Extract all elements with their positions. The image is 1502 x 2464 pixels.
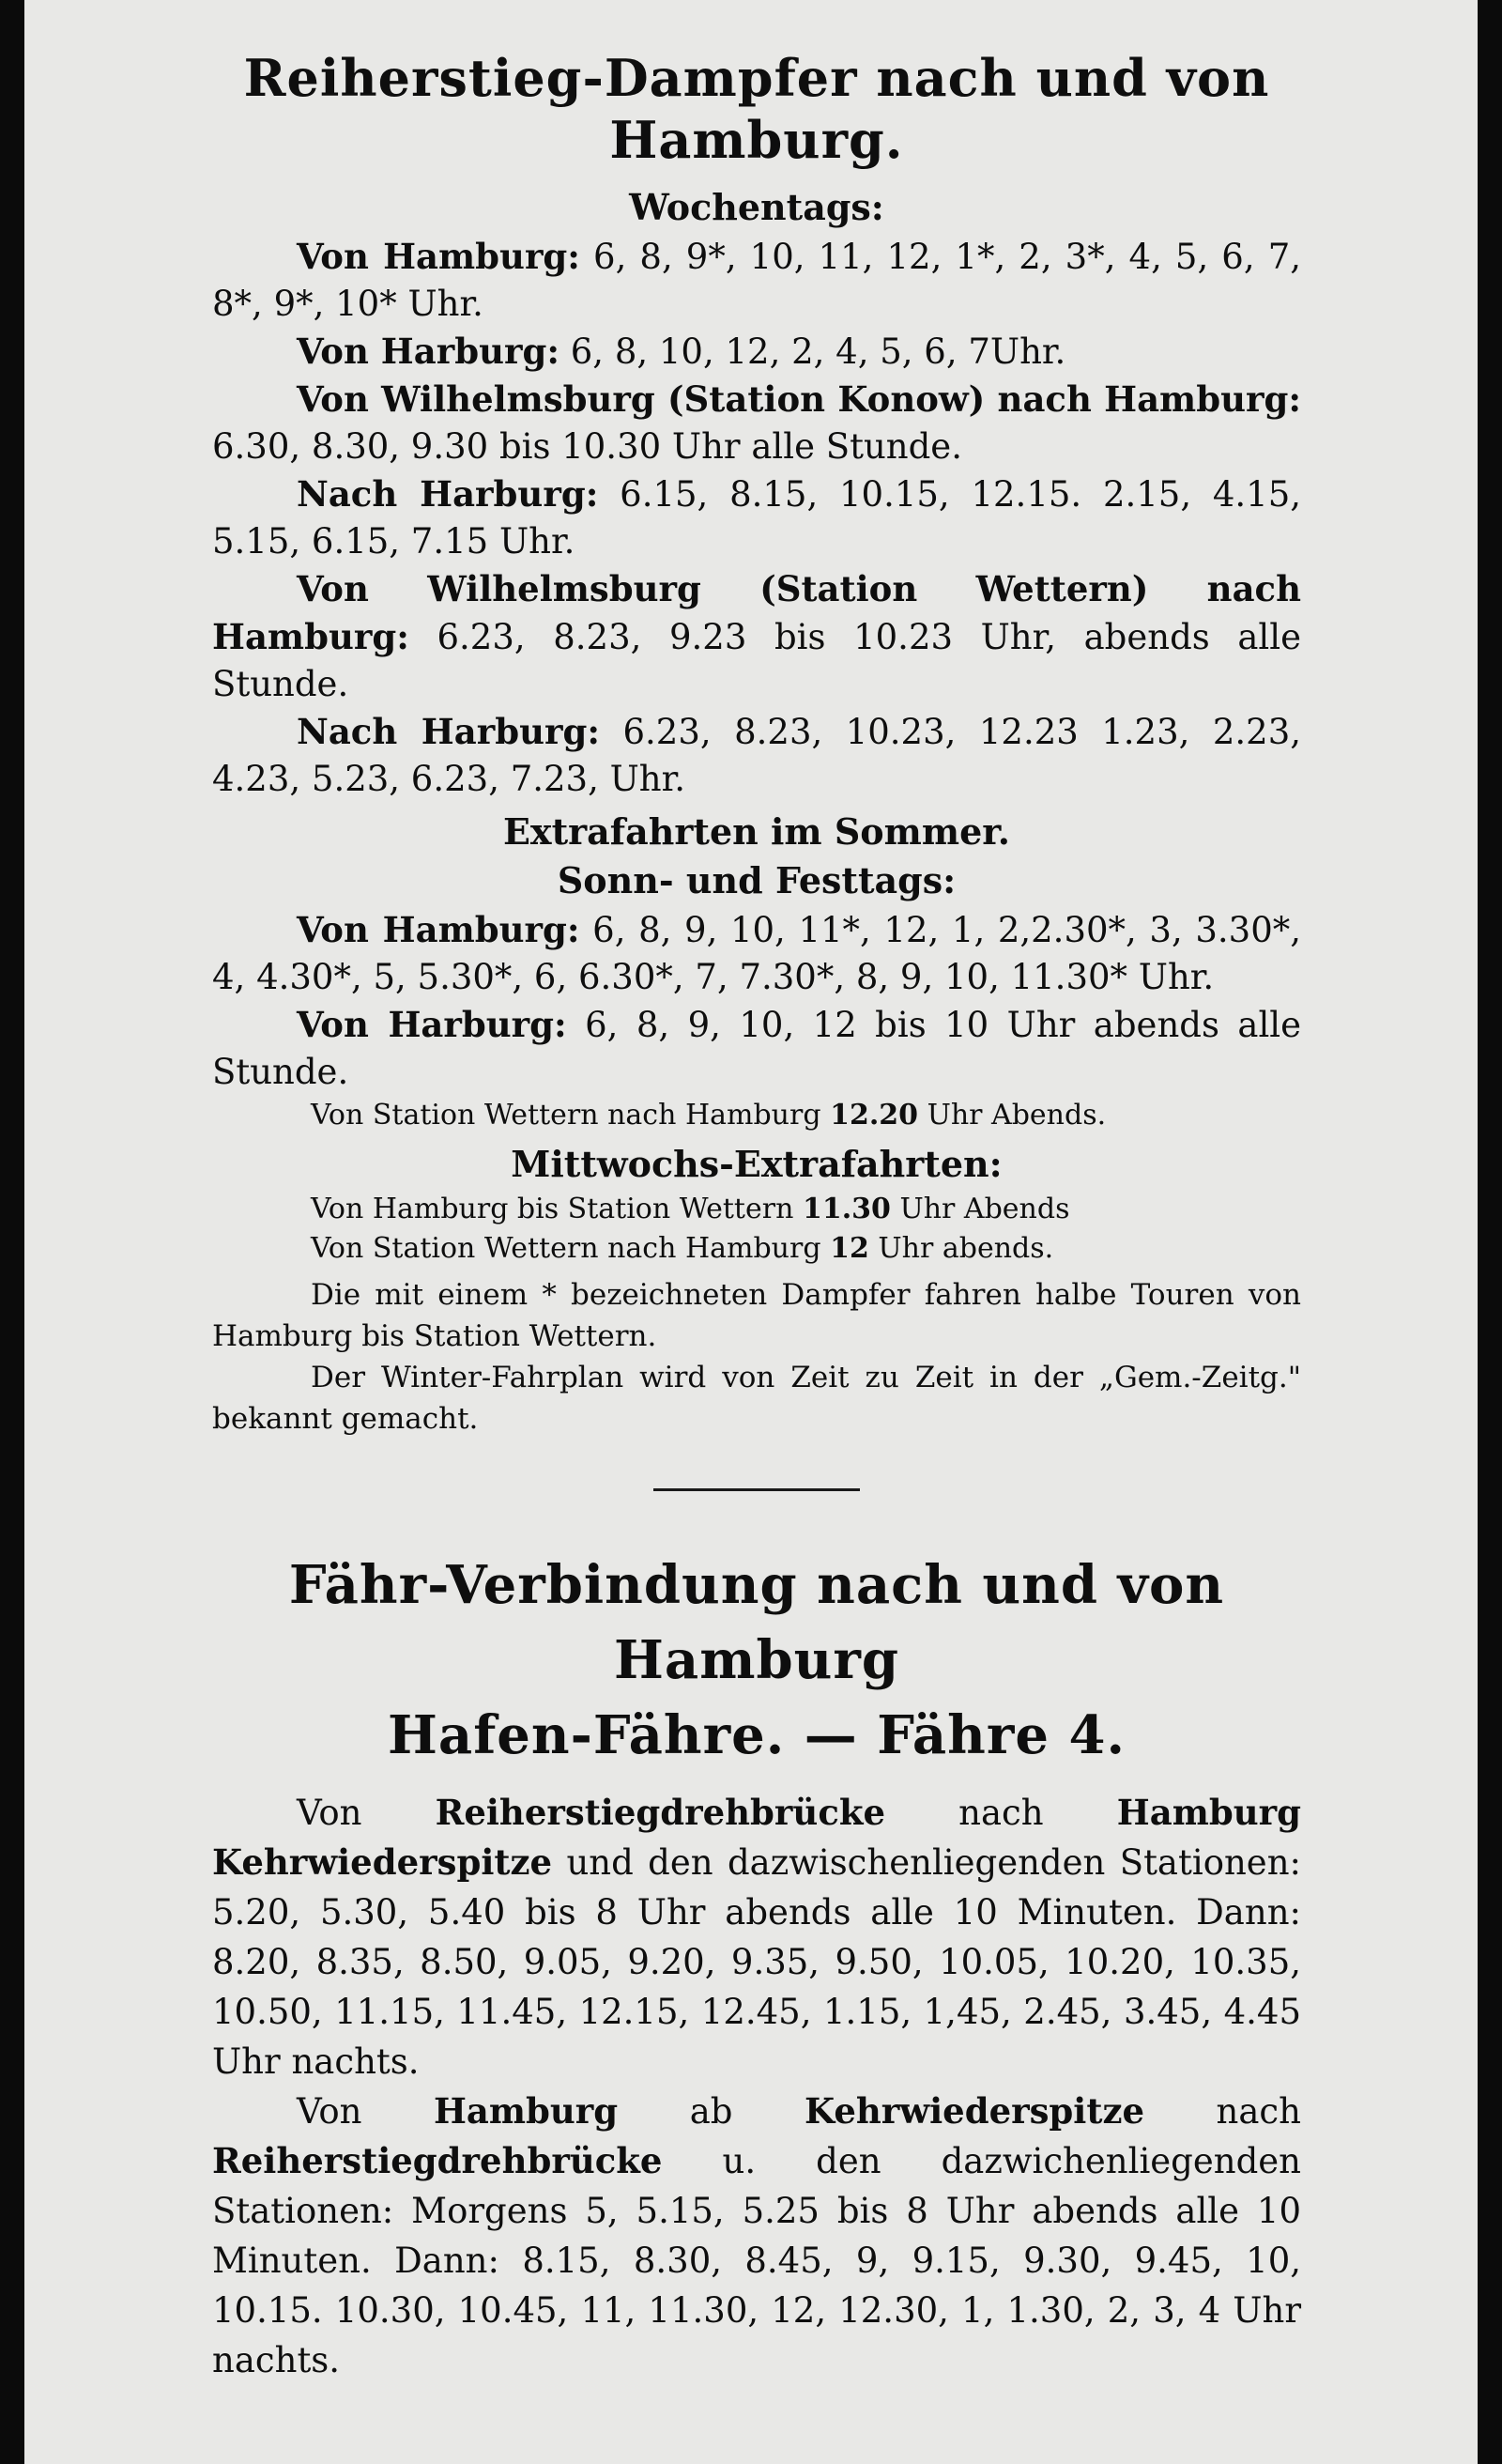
wed-line2-post: Uhr abends. [878,1232,1054,1265]
p2-text: u. den dazwichenliegenden Stationen: Morgens 5, 5.15, 5.25 bis 8 Uhr abends alle 10 Minuten. Dann: 8.15, 8.30, 8.45, 9, 9.15, 9.30, 9.45, 10, 10.15. 10.30, 10.45, 11, 11.30, 12, 12.30, 1, 1.30, 2, 3, 4 Uhr nachts. [212,2141,1301,2380]
sunday-heading: Sonn- und Festtags: [557,859,957,901]
wednesday-heading: Mittwochs-Extrafahrten: [511,1143,1003,1185]
p2-from2: Kehrwiederspitze [804,2090,1145,2132]
section2-title-line1: Fähr-Verbindung nach und von Hamburg [288,1554,1225,1691]
wed-line2-time: 12 [830,1232,869,1265]
content-column [212,47,1301,2385]
ferry-paragraph-2 [212,2087,1301,2385]
konow-times: 6.30, 8.30, 9.30 bis 10.30 Uhr alle Stunde. [212,426,962,467]
wed-line1-time: 11.30 [802,1193,891,1225]
sun-harburg-label: Von Harburg: [297,1004,567,1045]
p2-von: Von [297,2091,362,2132]
konow-harburg-entry [212,470,1301,565]
konow-label: Von Wilhelmsburg (Station Konow) nach Hamburg: [297,378,1301,420]
p1-nach: nach [958,1793,1044,1833]
ferry-paragraph-1 [212,1788,1301,2087]
sun-wettern-time: 12.20 [830,1099,919,1132]
sun-wettern-pre: Von Station Wettern nach Hamburg [311,1099,821,1132]
wed-line1-pre: Von Hamburg bis Station Wettern [311,1193,794,1225]
wed-line-1 [311,1190,1301,1229]
section1-title: Reiherstieg-Dampfer nach und von Hamburg. [243,48,1270,170]
p2-nach: nach [1216,2091,1301,2132]
von-harburg-entry [212,328,1301,376]
p1-text: und den dazwischenliegenden Stationen: 5.20, 5.30, 5.40 bis 8 Uhr abends alle 10 Minuten. Dann: 8.20, 8.35, 8.50, 9.05, 9.20, 9.35, 9.50, 10.05, 10.20, 10.35, 10.50, 11.15, 11.45, 12.15, 12.45, 1.15, 1,45, 2.45, 3.45, 4.45 Uhr nachts. [212,1842,1301,2082]
von-hamburg-entry [212,233,1301,328]
wettern-harburg-times: 6.23, 8.23, 10.23, 12.23 1.23, 2.23, 4.23, 5.23, 6.23, 7.23, Uhr. [212,712,1301,799]
page [24,0,1478,2464]
sun-hamburg-entry [212,906,1301,1001]
wed-line2-pre: Von Station Wettern nach Hamburg [311,1232,821,1265]
wed-line1-post: Uhr Abends [899,1193,1070,1225]
wettern-harburg-label: Nach Harburg: [297,711,601,752]
sun-harburg-entry [212,1001,1301,1096]
p2-to: Reiherstiegdrehbrücke [212,2140,663,2181]
note-asterisk: Die mit einem * bezeichneten Dampfer fahren halbe Touren von Hamburg bis Station Wettern. [212,1278,1301,1353]
wettern-label: Von Wilhelmsburg (Station Wettern) nach Hamburg: [212,568,1301,657]
von-harburg-times: 6, 8, 10, 12, 2, 4, 5, 6, 7Uhr. [570,331,1066,372]
p1-from: Reiherstiegdrehbrücke [435,1792,886,1833]
p1-von: Von [297,1793,362,1833]
p2-from: Hamburg [433,2090,619,2132]
p1-to: Hamburg Kehrwiederspitze [212,1792,1301,1883]
von-hamburg-times: 6, 8, 9*, 10, 11, 12, 1*, 2, 3*, 4, 5, 6, 7, 8*, 9*, 10* Uhr. [212,237,1301,324]
konow-entry [212,376,1301,470]
p2-ab: ab [689,2091,733,2132]
von-hamburg-label: Von Hamburg: [297,236,580,277]
wettern-entry [212,565,1301,708]
wettern-harburg-entry [212,708,1301,803]
extra-heading: Extrafahrten im Sommer. [502,810,1011,853]
note-winter: Der Winter-Fahrplan wird von Zeit zu Zeit in der „Gem.-Zeitg." bekannt gemacht. [212,1361,1301,1436]
section2-title-line2: Hafen-Fähre. — Fähre 4. [388,1704,1126,1766]
sun-hamburg-times: 6, 8, 9, 10, 11*, 12, 1, 2,2.30*, 3, 3.30*, 4, 4.30*, 5, 5.30*, 6, 6.30*, 7, 7.30*, 8, 9, 10, 11.30* Uhr. [212,910,1301,997]
sun-harburg-times: 6, 8, 9, 10, 12 bis 10 Uhr abends alle Stunde. [212,1005,1302,1092]
sun-wettern-post: Uhr Abends. [927,1099,1107,1132]
konow-harburg-times: 6.15, 8.15, 10.15, 12.15. 2.15, 4.15, 5.15, 6.15, 7.15 Uhr. [212,474,1302,562]
weekdays-heading: Wochentags: [629,186,884,228]
section2 [212,1548,1301,2385]
sun-hamburg-label: Von Hamburg: [297,909,580,950]
von-harburg-label: Von Harburg: [297,331,559,372]
konow-harburg-label: Nach Harburg: [297,473,599,515]
wettern-times: 6.23, 8.23, 9.23 bis 10.23 Uhr, abends alle Stunde. [212,617,1301,704]
sun-wettern-line [311,1096,1301,1135]
section-divider [653,1488,860,1491]
wed-line-2 [311,1229,1301,1269]
